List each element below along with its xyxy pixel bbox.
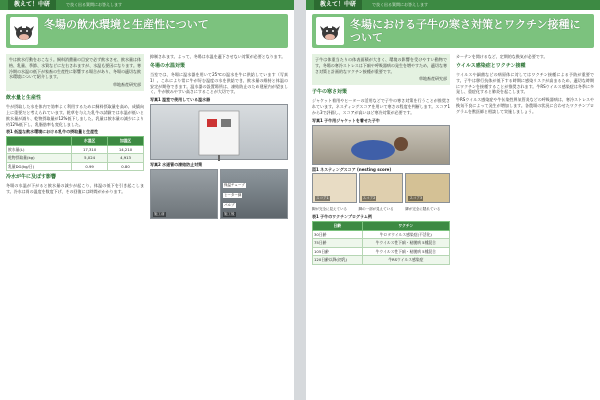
section-subtitle: で良く出る質問にお答えします xyxy=(66,2,122,7)
table-row xyxy=(7,145,144,154)
lead-box xyxy=(312,54,450,85)
table-cell: 牛ウイルス性下痢・粘膜病 5種混合 xyxy=(362,239,449,248)
pipe-after-photo xyxy=(220,169,288,219)
table-cell: 0.99 xyxy=(72,162,108,171)
score-label: スコア2 xyxy=(362,196,376,201)
paragraph: 抑制されます。よって、冬場は水温を適下させない対策が必要となります。 xyxy=(150,54,286,59)
right-title-banner xyxy=(312,14,594,48)
score-3-image xyxy=(405,173,450,203)
pipe-photo-row xyxy=(150,169,288,221)
table-header: 水温区 xyxy=(72,137,108,146)
table-cell: 30日齢 xyxy=(313,230,363,239)
right-page-left-column xyxy=(312,54,450,394)
right-page xyxy=(306,0,600,400)
photo-label: 施工前 xyxy=(154,211,165,216)
table-cell: 14,210 xyxy=(108,145,144,154)
section-tag: 教えて！中研 xyxy=(8,0,56,10)
section-heading-measure: 冬場の水温対策 xyxy=(150,62,186,69)
table-header: ワクチン xyxy=(362,222,449,231)
table-row xyxy=(313,247,450,256)
left-page xyxy=(0,0,294,400)
page-title: 冬場の飲水環境と生産性について xyxy=(44,18,209,31)
table-cell: 120日齢以降(初乳) xyxy=(313,256,363,265)
table-caption: 表1 低温な飲水環境における乳牛の摂取量と生産性 xyxy=(6,129,99,135)
photo-caption: 写真1 子牛用ジャケットを着せた子牛 xyxy=(312,117,380,123)
table-cell: 17,310 xyxy=(72,145,108,154)
paragraph: ジャケット着用やヒーターの活用などで子牛の寒さ対策を行うことが推奨されています。ネスティングスコアを用いて寒さの程度を判断します。スコア1から3で評価し、スコアが高いほど寒冷対策が必要です。 xyxy=(312,98,450,116)
left-title-banner xyxy=(6,14,288,48)
score-desc: 脚が完全に見えている xyxy=(312,207,347,212)
score-desc: 脚が完全に隠れている xyxy=(405,207,441,212)
paragraph: ウイルスや細菌などの病原体に対してはワクチン接種による予防が重要です。子牛は移行抗体が低下する時期に感染リスクが高まるため、適切な時期にワクチンを接種することが推奨されます。牛RSウイルス感染症は冬季に多発し、重症化すると肺炎を起こします。 xyxy=(456,72,594,95)
paragraph: 冬場の水温が下がると飲水量の減少が起こり、体温の低下を引き起こします。冷水は胃の温度を数度下げ、その回復には時間がかかります。 xyxy=(6,183,144,195)
score-2-image xyxy=(359,173,404,203)
section-tag: 教えて！中研 xyxy=(314,0,362,10)
lead-box xyxy=(6,54,144,91)
left-column xyxy=(6,54,144,394)
table-cell: 75日齢 xyxy=(313,239,363,248)
table-row xyxy=(313,230,450,239)
table-cell: 牛ウイルス性下痢・粘膜病 5種混合 xyxy=(362,247,449,256)
author: 草地畜産研究部 xyxy=(113,82,141,88)
table-cell: 乳量DG(kg/日) xyxy=(7,162,72,171)
right-page-right-column xyxy=(456,54,594,394)
table-row xyxy=(313,239,450,248)
table-row xyxy=(7,154,144,163)
paragraph: 牛RSウイルス感染症や牛伝染性鼻気管炎などの呼吸器病は、寒冷ストレスや換気不良によって発生が増加します。各農場の状況に合わせたワクチンプログラムを獣医師と相談して実施しましょう。 xyxy=(456,97,594,114)
lead-text: 子牛は体重当たりの体表面積が大きく、環境の影響を受けやすい動物です。冬場の寒冷ストレスは下痢や呼吸器病の発生を増やすため、適切な寒さ対策と計画的なワクチン接種が重要です。 xyxy=(315,57,447,74)
page-gutter xyxy=(294,0,306,400)
photo-caption: 写真2 水道管の凍結防止対策 xyxy=(150,162,203,168)
water-heater-photo xyxy=(150,104,288,160)
table-header: 加温区 xyxy=(108,137,144,146)
page-title: 冬場における子牛の寒さ対策とワクチン接種について xyxy=(350,18,581,44)
left-page-right-column xyxy=(150,54,288,394)
table-caption: 表1 子牛のワクチンプログラム例 xyxy=(312,214,372,220)
author: 草地畜産研究部 xyxy=(419,76,447,82)
photo-label: 施工後 xyxy=(224,211,235,216)
nesting-score-desc-row xyxy=(312,207,450,212)
section-heading-cold: 子牛の寒さ対策 xyxy=(312,89,348,96)
photo-caption: 写真1 温室で使用している温水器 xyxy=(150,97,211,103)
score-label: スコア3 xyxy=(409,196,423,201)
vaccine-table xyxy=(312,221,450,265)
section-subtitle: で良く出る質問にお答えします xyxy=(372,2,428,7)
table-header: 日齢 xyxy=(313,222,363,231)
photo-sublabel: ヒーター線 xyxy=(224,192,242,197)
cow-icon xyxy=(10,17,38,45)
section-heading-cold: 冷水が牛に及ぼす影響 xyxy=(6,174,57,181)
lead-text: 牛は飲水行動をおこなう。飼料消費量の目安で必ず飲水させ、飲水量は体格、乳量、季節、水質などに左右されますが、水温も要因になります。寒冷期の水温の低下が家畜の生産性に影響する場合があり、冬場の適切な飲水環境について紹介します。 xyxy=(9,57,141,80)
table-row xyxy=(313,256,450,265)
table-row xyxy=(7,162,144,171)
cow-icon xyxy=(316,17,344,45)
table-cell: 牛RSウイルス感染症 xyxy=(362,256,449,265)
left-topbar xyxy=(0,0,294,10)
calf-jacket-photo xyxy=(312,125,450,165)
score-1-image xyxy=(312,173,357,203)
paragraph: カーテンを開けるなど、定期的な換気が必要です。 xyxy=(456,54,548,59)
section-heading-virus: ウイルス感染症とワクチン接種 xyxy=(456,62,526,69)
table-cell: 5,024 xyxy=(72,154,108,163)
section-heading-intro: 飲水量と生産性 xyxy=(6,94,42,101)
table-cell: 乾物摂取量(kg) xyxy=(7,154,72,163)
table-cell: 4,913 xyxy=(108,154,144,163)
table-cell: 0.80 xyxy=(108,162,144,171)
paragraph: 牛が摂取した水を体内で効率よく利用するために飼料摂取量を高め、成績向上に重要だと考えられています。乾草を与えた乳牛の試験では水温が低いと飲水量が減り、乾物摂取量が12%低下しました。乳量は飲水量の減少により約12%低下し、乳脂肪率も変化しました。 xyxy=(6,104,144,127)
data-table xyxy=(6,136,144,171)
paragraph: 当室では、冬場に温水器を用いて25℃の温水を牛に供給しています（写真1）。これにより常に牛が好む温度の水を供給でき、飲水量の維持と体温の安定が期待できます。温水器の設置場所は、凍結防止のため建屋内が望ましく、牛が飲みやすい高さにすることが大切です。 xyxy=(150,72,288,95)
table-cell: 飲水量(L) xyxy=(7,145,72,154)
table-header xyxy=(7,137,72,146)
photo-sublabel: 保温チューブ xyxy=(224,182,245,187)
score-label: スコア1 xyxy=(316,196,329,201)
table-cell: 牛ロタウイルス感染症(不活化) xyxy=(362,230,449,239)
right-topbar xyxy=(306,0,600,10)
figure-caption: 図1 ネスティングスコア (nesting score) xyxy=(312,166,392,172)
photo-sublabel: バルブ xyxy=(224,202,235,207)
score-desc: 脚の一部が見えている xyxy=(358,207,394,212)
table-cell: 105日齢 xyxy=(313,247,363,256)
pipe-before-photo xyxy=(150,169,218,219)
nesting-score-row xyxy=(312,173,450,205)
